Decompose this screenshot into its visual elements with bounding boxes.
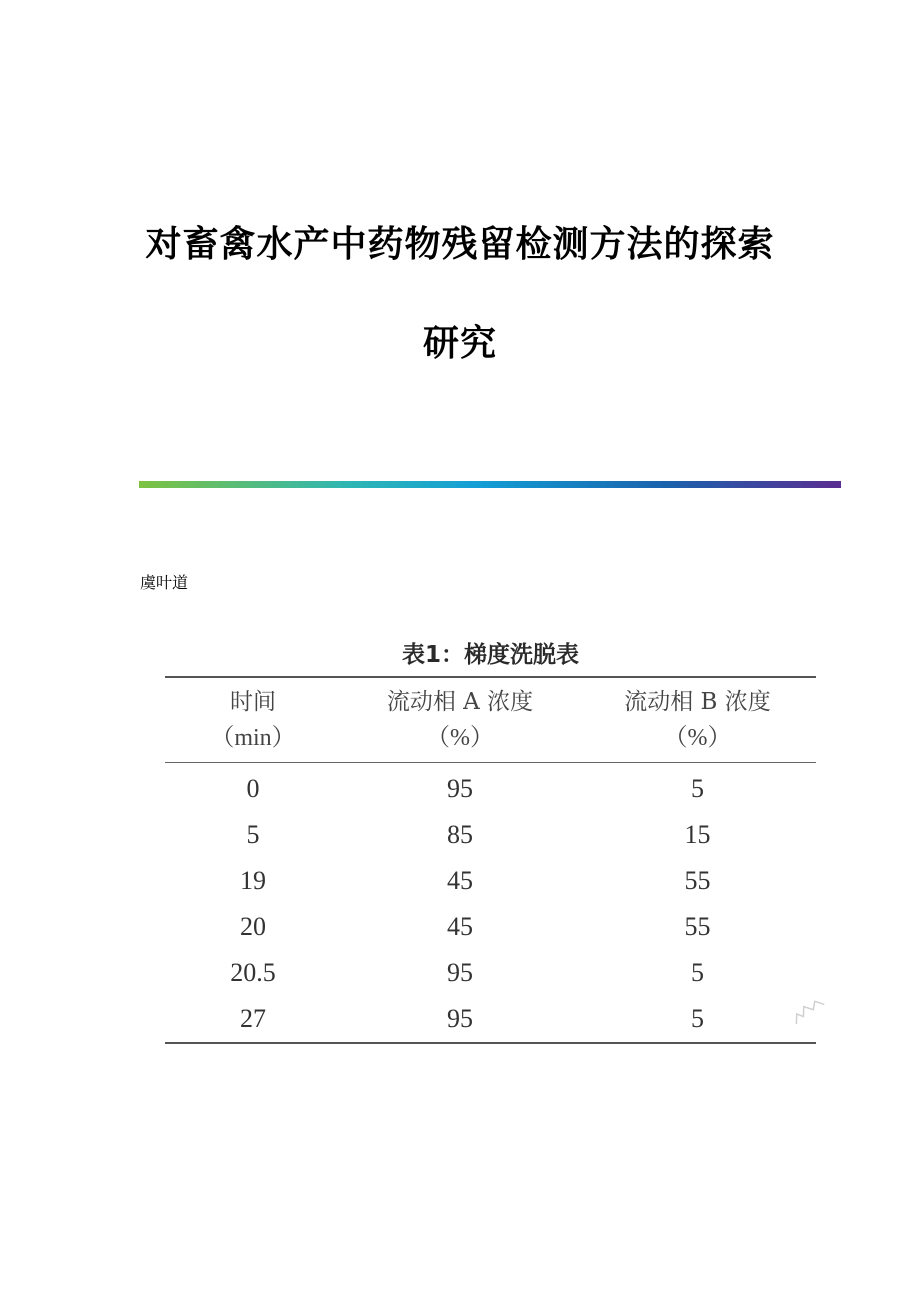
cell-time: 0: [246, 774, 260, 803]
table-row: [165, 858, 816, 904]
document-title-line-1: 对畜禽水产中药物残留检测方法的探索: [145, 223, 775, 265]
cell-time: 20.5: [230, 958, 276, 987]
cell-phase-b: 5: [691, 1004, 704, 1033]
header-label: 流动相 A 浓度: [386, 689, 534, 715]
table-body: [165, 766, 816, 1042]
table-caption: 表1：梯度洗脱表: [401, 642, 579, 668]
table-row: [165, 996, 816, 1042]
gradient-divider: [139, 481, 841, 488]
cell-phase-b: 5: [691, 774, 704, 803]
cell-phase-a: 85: [447, 820, 473, 849]
document-title-line-2: 研究: [422, 322, 497, 364]
cell-phase-a: 95: [447, 774, 473, 803]
table-row: [165, 904, 816, 950]
table-row: [165, 812, 816, 858]
table-row: [165, 950, 816, 996]
table-header-phase-a: [341, 684, 579, 756]
cell-time: 20: [240, 912, 266, 941]
header-unit: （%）: [663, 725, 732, 751]
header-unit: （min）: [210, 725, 296, 751]
cell-phase-a: 95: [447, 1004, 473, 1033]
cell-time: 19: [240, 866, 266, 895]
gradient-elution-table: [165, 676, 816, 1044]
cell-time: 5: [246, 820, 260, 849]
header-label: 时间: [230, 689, 276, 715]
header-unit: （%）: [426, 725, 494, 751]
cell-phase-b: 55: [684, 912, 711, 941]
author-name: 虞叶道: [140, 573, 189, 592]
cell-phase-b: 55: [684, 866, 711, 895]
table-header-phase-b: [579, 684, 816, 756]
cell-phase-b: 15: [684, 820, 711, 849]
cell-phase-a: 95: [447, 958, 473, 987]
cell-phase-b: 5: [691, 958, 704, 987]
table-header-time: [165, 684, 341, 756]
cell-time: 27: [240, 1004, 266, 1033]
header-label: 流动相 B 浓度: [624, 689, 771, 715]
cell-phase-a: 45: [447, 912, 473, 941]
cell-phase-a: 45: [447, 866, 473, 895]
table-row: [165, 766, 816, 812]
table-header-row: [165, 678, 816, 763]
